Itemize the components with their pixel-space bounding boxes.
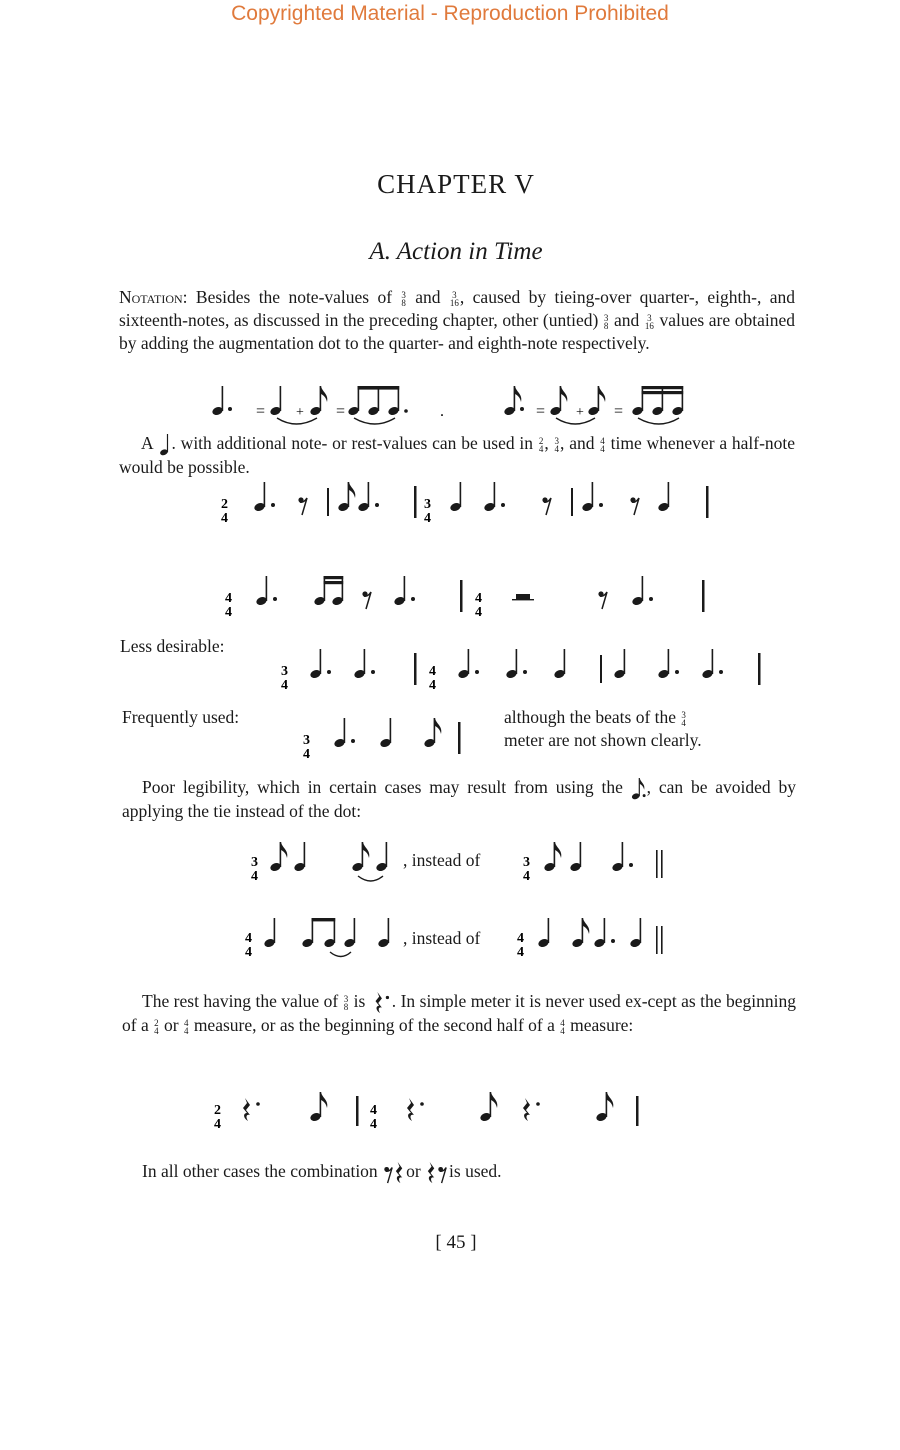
notation-text: , caused by tieing-over quarter-, eighth-, and sixteenth-notes, as discussed in the preceding chapter, other (untied): [119, 287, 795, 330]
svg-text:4: 4: [475, 605, 482, 620]
quarter-eighth-rest-combination-icon: [425, 1162, 449, 1184]
svg-text:4: 4: [245, 931, 252, 946]
paragraph-text: time whenever a half-note would be possible.: [119, 433, 796, 477]
svg-text:3: 3: [281, 664, 288, 679]
dotted-quarter-rest-icon: [370, 992, 392, 1014]
paragraph-text: , can be avoided by applying the tie instead of the dot:: [122, 777, 796, 821]
final-combination-line: [142, 1160, 742, 1184]
svg-text:2: 2: [221, 497, 228, 512]
fraction-two-four: 2 4: [154, 1017, 159, 1036]
svg-text:2: 2: [214, 1103, 221, 1118]
fraction-three-sixteenths: 3 16: [644, 312, 654, 331]
frequently-used-note: [504, 706, 774, 752]
svg-text:4: 4: [517, 931, 524, 946]
notation-text: and: [406, 287, 449, 307]
dotted-eighth-note-icon: [631, 778, 647, 800]
eighth-quarter-rest-combination-icon: [382, 1162, 406, 1184]
svg-text:4: 4: [370, 1103, 377, 1118]
notation-text: values are obtained by adding the augmentation dot to the quarter- and eighth-note respectively.: [119, 310, 795, 353]
paragraph-text: A: [141, 433, 153, 453]
less-desirable-label: Less desirable:: [120, 636, 225, 656]
fraction-three-eighths: 3 8: [343, 993, 349, 1012]
svg-text:4: 4: [245, 945, 252, 960]
paragraph-text: or: [163, 1014, 179, 1035]
paragraph-text: . In simple meter it is never used ex-cept as the beginning of a: [122, 991, 796, 1035]
svg-text:4: 4: [370, 1117, 377, 1132]
instead-of-text: , instead of: [403, 928, 481, 948]
music-example-dotted-rest: [210, 1088, 650, 1138]
paragraph-text: measure:: [570, 1014, 634, 1035]
fraction-three-eighths: 3 8: [401, 289, 406, 308]
svg-text:3: 3: [303, 733, 310, 748]
svg-text:=: =: [614, 403, 624, 420]
fraction-three-four: 3 4: [554, 435, 560, 454]
music-example-frequently-used: [300, 714, 480, 768]
quarter-note-icon: [158, 434, 172, 456]
paragraph-text: and: [569, 433, 595, 453]
music-example-dotted-four-four: [514, 914, 674, 964]
chapter-title: CHAPTER V: [377, 169, 535, 199]
fraction-three-four: 3 4: [681, 709, 686, 728]
music-example-two-four-three-four: [218, 478, 718, 532]
svg-text:4: 4: [225, 605, 232, 620]
svg-text:3: 3: [523, 855, 530, 870]
music-example-dotted-three-four: [520, 838, 680, 888]
svg-text:4: 4: [475, 591, 482, 606]
music-example-tie-three-four: [246, 838, 416, 888]
svg-text:4: 4: [221, 511, 228, 526]
svg-text:4: 4: [214, 1117, 221, 1132]
svg-text:4: 4: [429, 678, 436, 693]
frequently-used-label: Frequently used:: [122, 707, 240, 727]
svg-text:.: .: [440, 403, 444, 420]
paragraph-text: measure, or as the beginning of the second half of a: [193, 1014, 555, 1035]
note-text: although the beats of the: [504, 707, 677, 727]
rest-value-paragraph: [122, 990, 796, 1037]
notation-text: and: [609, 310, 644, 330]
instead-of-text: , instead of: [403, 850, 481, 870]
section-title: A. Action in Time: [369, 238, 543, 265]
svg-text:3: 3: [251, 855, 258, 870]
svg-text:4: 4: [303, 747, 310, 762]
music-example-dotted-values: [200, 378, 740, 430]
notation-label: Notation:: [119, 287, 188, 307]
fraction-three-eighths: 3 8: [603, 312, 609, 331]
svg-text:4: 4: [424, 511, 431, 526]
paragraph-text: The rest having the value of: [142, 991, 339, 1011]
paragraph-text: is: [353, 991, 366, 1011]
svg-text:+: +: [576, 405, 584, 420]
fraction-four-four: 4 4: [600, 435, 605, 454]
paragraph-text: In all other cases the combination: [142, 1161, 378, 1181]
svg-text:3: 3: [424, 497, 431, 512]
copyright-watermark: Copyrighted Material - Reproduction Prohibited: [231, 2, 669, 25]
notation-paragraph: [119, 286, 795, 355]
music-example-less-desirable: [278, 645, 778, 699]
paragraph-text: . with additional note- or rest-values can be used in: [171, 433, 534, 453]
note-text: meter are not shown clearly.: [504, 730, 702, 750]
music-example-four-four: [218, 572, 718, 626]
fraction-two-four: 2 4: [538, 435, 544, 454]
fraction-four-four: 4 4: [183, 1017, 189, 1036]
svg-text:=: =: [536, 403, 546, 420]
svg-text:4: 4: [281, 678, 288, 693]
svg-text:4: 4: [225, 591, 232, 606]
svg-text:4: 4: [429, 664, 436, 679]
svg-text:4: 4: [251, 869, 258, 884]
paragraph-text: is used.: [449, 1161, 502, 1181]
dotted-quarter-paragraph: A . with additional note- or rest-values can be used in 2 4 , 3 4 , and 4 4 time whenever a half-note would be possible.: [119, 433, 796, 477]
music-example-tie-four-four: [240, 914, 410, 964]
paragraph-text: or: [406, 1161, 421, 1181]
paragraph-text: Poor legibility, which in certain cases may result from using the: [142, 777, 623, 797]
svg-text:4: 4: [517, 945, 524, 960]
fraction-four-four: 4 4: [560, 1017, 565, 1036]
notation-text: Besides the note-values of: [187, 287, 401, 307]
page-number: [ 45 ]: [435, 1232, 477, 1253]
svg-text:=: =: [256, 403, 266, 420]
svg-text:4: 4: [523, 869, 530, 884]
svg-text:+: +: [296, 405, 304, 420]
svg-text:=: =: [336, 403, 346, 420]
poor-legibility-paragraph: [122, 776, 796, 823]
fraction-three-sixteenths: 3 16: [449, 289, 459, 308]
